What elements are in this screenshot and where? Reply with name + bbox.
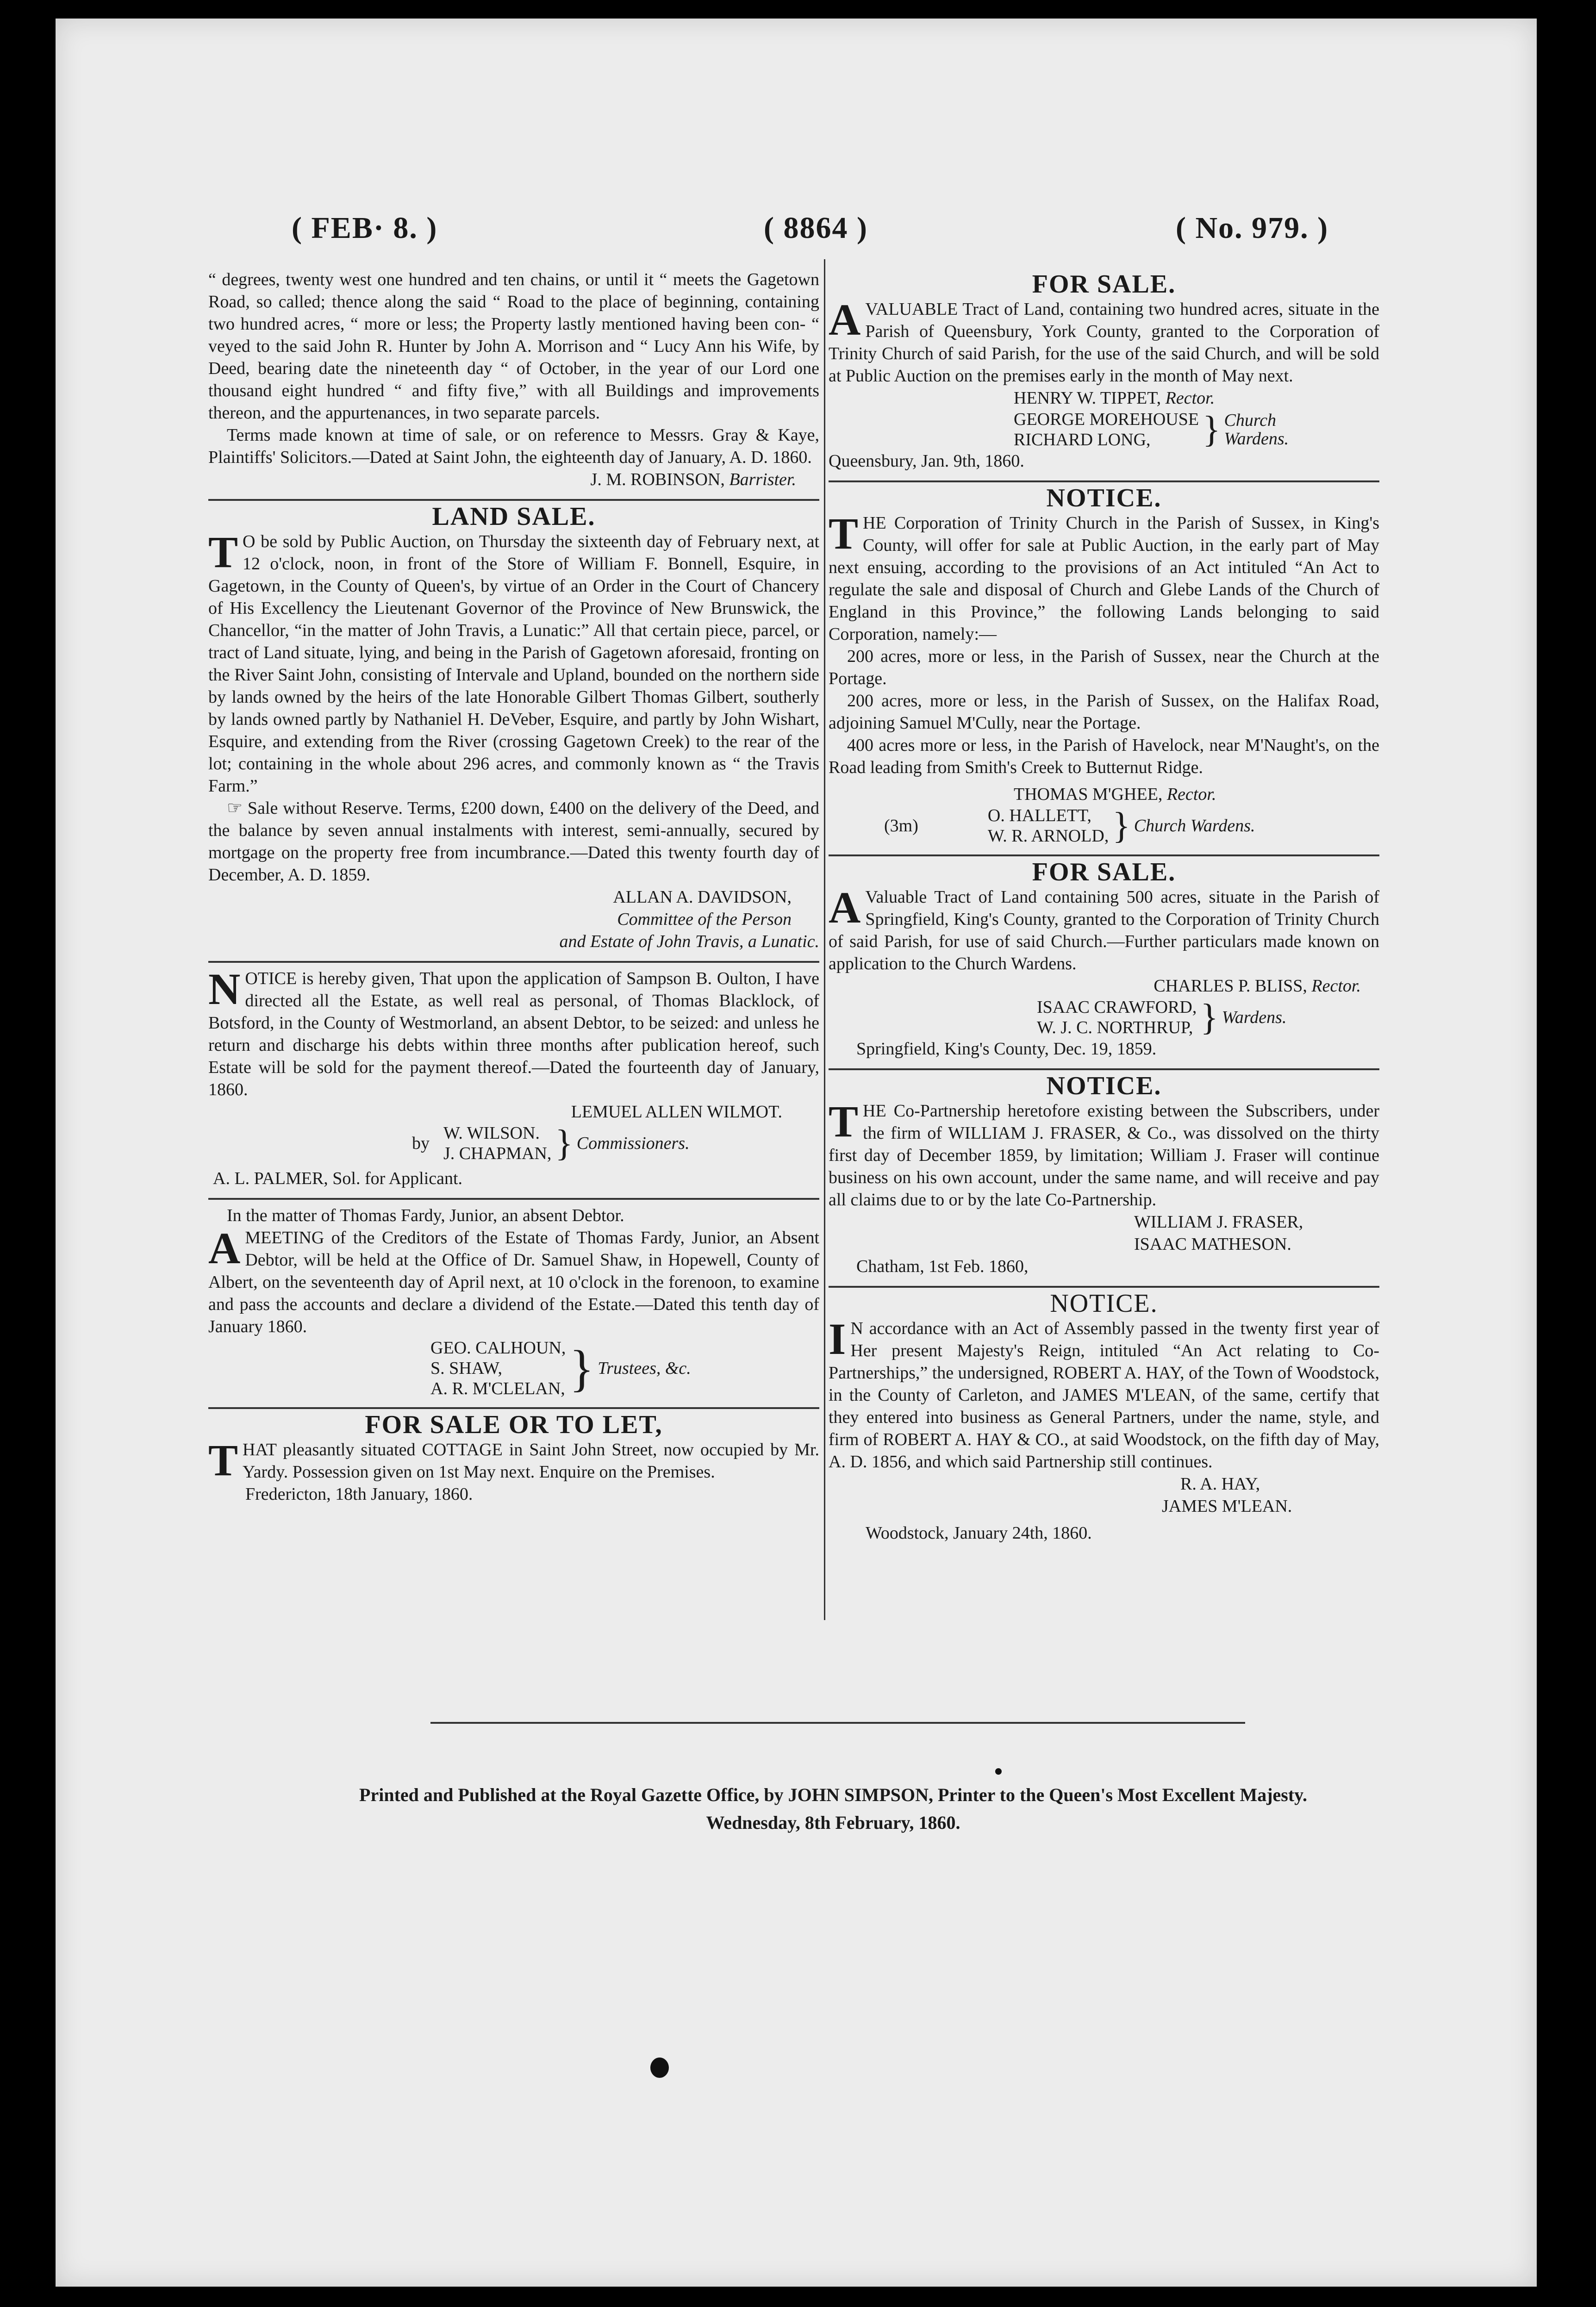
- ink-dot: [995, 1768, 1002, 1775]
- drop-cap: T: [208, 527, 238, 577]
- three-months-label: (3m): [884, 816, 918, 836]
- section-rule: [829, 1286, 1379, 1288]
- notice-blacklock-body: NOTICE is hereby given, That upon the application of Sampson B. Oulton, I have directed all the Estate, as well real as personal, of Thomas Blacklock, of Botsford, in the County of Westmorland, an absent Debtor, to be seized: and unless he return and discharge his debts within three months after publication hereof, such Estate will be sold for the payment thereof.—Dated the fourteenth day of January, 1860.: [208, 964, 819, 1099]
- fraser-notice-body: THE Co-Partnership heretofore existing between the Subscribers, under the firm of WILLIAM J. FRASER, & Co., was dissolved on the thirty first day of December 1859, by limitation; William J. Fraser will continue business on his own account, under the same name, and will receive and pay all claims due to or by the late Co-Partnership.: [829, 1097, 1379, 1210]
- chatham-date: Chatham, 1st Feb. 1860,: [856, 1257, 1029, 1276]
- header-date: ( FEB· 8. ): [292, 211, 438, 245]
- footer-date: Wednesday, 8th February, 1860.: [706, 1812, 960, 1833]
- trustee-mcclelan: A. R. M'CLELAN,: [430, 1379, 565, 1398]
- land-sale-role-2: and Estate of John Travis, a Lunatic.: [559, 932, 819, 951]
- footer-imprint: Printed and Published at the Royal Gazette Office, by JOHN SIMPSON, Printer to the Queen's Most Excellent Majesty.: [359, 1784, 1307, 1805]
- section-rule: [208, 1198, 819, 1200]
- drop-cap: T: [829, 1097, 859, 1146]
- for-sale-body: AVALUABLE Tract of Land, containing two hundred acres, situate in the Parish of Queensbury, York County, granted to the Corporation of Trinity Church of said Parish, for the use of the said Church, and will be sold at Public Auction on the premises early in the month of May next.: [829, 295, 1379, 386]
- warden-crawford: ISAAC CRAWFORD,: [1037, 998, 1197, 1017]
- brace-icon: }: [1203, 409, 1221, 450]
- bliss-signature: CHARLES P. BLISS, Rector.: [1153, 976, 1361, 996]
- queensbury-date: Queensbury, Jan. 9th, 1860.: [829, 451, 1024, 471]
- commissioner-wilson: W. WILSON.: [443, 1123, 540, 1143]
- for-sale-title: FOR SALE.: [1032, 270, 1176, 299]
- warden-hallett: O. HALLETT,: [987, 806, 1091, 825]
- mclean-signature: JAMES M'LEAN.: [1162, 1496, 1292, 1516]
- church-wardens-role: Church Wardens.: [1134, 816, 1255, 836]
- trustees-role: Trustees, &c.: [598, 1359, 691, 1378]
- springfield-wardens: [829, 997, 1379, 1038]
- by-label: by: [412, 1134, 430, 1153]
- sussex-notice-body: THE Corporation of Trinity Church in the Parish of Sussex, in King's County, will offer for sale at Public Auction, in the early part of May next ensuing, according to the provisions of an Act intituled “An Act to regulate the sale and disposal of Church and Glebe Lands of the Church of England in this Province,” the following Lands belonging to said Corporation, namely:—: [829, 509, 1379, 644]
- commissioner-chapman: J. CHAPMAN,: [443, 1144, 552, 1163]
- brace-icon: }: [1112, 805, 1130, 846]
- land-sale-title: LAND SALE.: [432, 502, 596, 531]
- springfield-sale-body: A Valuable Tract of Land containing 500 acres, situate in the Parish of Springfield, King's County, granted to the Corporation of Trinity Church of said Parish, for use of said Church.—Further particulars made known on application to the Church Wardens.: [829, 883, 1379, 973]
- drop-cap: T: [208, 1435, 238, 1485]
- barrister-title: Barrister.: [729, 470, 796, 489]
- trustees-block: [208, 1338, 819, 1399]
- barrister-signature: [208, 468, 819, 491]
- cottage-body: THAT pleasantly situated COTTAGE in Saint John Street, now occupied by Mr. Yardy. Possession given on 1st May next. Enquire on the Premises.: [208, 1435, 819, 1485]
- section-rule: [829, 854, 1379, 856]
- terms-text: Terms made known at time of sale, or on reference to Messrs. Gray & Kaye, Plaintiffs' Solicitors.—Dated at Saint John, the eighteenth day of January, A. D. 1860.: [208, 425, 819, 467]
- brace-icon: }: [569, 1340, 594, 1397]
- fardy-heading: In the matter of Thomas Fardy, Junior, an absent Debtor.: [227, 1206, 624, 1225]
- trustee-shaw: S. SHAW,: [430, 1359, 502, 1378]
- drop-cap: A: [208, 1223, 241, 1273]
- commissioners-role: Commissioners.: [576, 1134, 690, 1153]
- hay-signature: R. A. HAY,: [1180, 1474, 1260, 1494]
- header-issue-number: ( No. 979. ): [1176, 211, 1329, 245]
- mcghee-signature: THOMAS M'GHEE, Rector.: [1014, 785, 1216, 804]
- wilmot-signature: LEMUEL ALLEN WILMOT.: [571, 1102, 782, 1122]
- drop-cap: T: [829, 509, 859, 558]
- warden-northrup: W. J. C. NORTHRUP,: [1037, 1018, 1193, 1037]
- drop-cap: A: [829, 295, 861, 344]
- drop-cap: A: [829, 883, 861, 932]
- hay-notice-body: I N accordance with an Act of Assembly passed in the twenty first year of Her present Majesty's Reign, intituled “An Act relating to Co-Partnerships,” the undersigned, ROBERT A. HAY, of the Town of Woodstock, in the County of Carleton, and JAMES M'LEAN, of the same, certify that they entered into business as General Partners, under the name, style, and firm of ROBERT A. HAY & CO., at said Woodstock, on the fifth day of May, A. D. 1856, and which said Partnership still continues.: [829, 1314, 1380, 1471]
- matheson-signature: ISAAC MATHESON.: [1134, 1235, 1291, 1254]
- wardens-role: Church Wardens.: [1224, 411, 1289, 449]
- wardens-label: Wardens.: [1222, 1008, 1287, 1027]
- land-sale-body: T O be sold by Public Auction, on Thursday the sixteenth day of February next, at 12 o'clock, noon, in front of the Store of William F. Bonnell, Esquire, in Gagetown, in the County of Queen's, by virtue of an Order in the Court of Chancery of His Excellency the Lieutenant Governor of the Province of New Brunswick, the Chancellor, “in the matter of John Travis, a Lunatic:” All that certain piece, parcel, or tract of Land situate, lying, and being in the Parish of Gagetown aforesaid, fronting on the River Saint John, consisting of Intervale and Upland, bounded on the northern side by lands owned by the heirs of the late Honorable Gilbert Thomas Gilbert, southerly by lands owned partly by Nathaniel H. DeVeber, Esquire, and partly by John Wishart, Esquire, and extending from the River (crossing Gagetown Creek) to the rear of the lot; containing in the whole about 296 acres, and commonly known as “ the Travis Farm.”: [208, 527, 819, 796]
- section-rule: [208, 961, 819, 963]
- section-rule: [829, 480, 1379, 482]
- solicitor-line: A. L. PALMER, Sol. for Applicant.: [213, 1169, 463, 1188]
- section-rule: [208, 499, 819, 501]
- springfield-date: Springfield, King's County, Dec. 19, 1859.: [856, 1039, 1157, 1059]
- land-item-1: 200 acres, more or less, in the Parish of Sussex, near the Church at the Portage.: [829, 647, 1379, 688]
- brace-icon: }: [1200, 997, 1218, 1038]
- section-rule: [829, 1068, 1379, 1070]
- warden-morehouse: GEORGE MOREHOUSE: [1014, 410, 1199, 429]
- land-sale-role: Committee of the Person: [617, 910, 792, 929]
- cottage-date: Fredericton, 18th January, 1860.: [245, 1484, 473, 1504]
- section-rule: [208, 1407, 819, 1409]
- sussex-wardens: [829, 805, 1379, 846]
- header-page-number: ( 8864 ): [764, 211, 868, 245]
- woodstock-date: Woodstock, January 24th, 1860.: [866, 1523, 1092, 1543]
- warden-arnold: W. R. ARNOLD,: [987, 826, 1109, 846]
- footer-rule: [430, 1722, 1245, 1724]
- fraser-signature: WILLIAM J. FRASER,: [1134, 1212, 1303, 1232]
- left-column: [208, 268, 819, 1505]
- ink-blot: [650, 2058, 669, 2078]
- sussex-notice-title: NOTICE.: [1046, 484, 1162, 512]
- land-item-3: 400 acres more or less, in the Parish of Havelock, near M'Naught's, on the Road leading from Smith's Creek to Butternut Ridge.: [829, 736, 1379, 777]
- barrister-name: J. M. ROBINSON,: [590, 470, 725, 489]
- continuation-text: “ degrees, twenty west one hundred and ten chains, or until it “ meets the Gagetown Road, so called; thence along the said “ Road to the place of beginning, containing two hundred acres, “ more or less; the Property lastly mentioned having been con- “ veyed to the said John R. Hunter by John A. Morrison and “ Lucy Ann his Wife, by Deed, bearing date the nineteenth day “ of October, in the year of our Lord one thousand eight hundred “ and fifty five,” with all Buildings and improvements thereon, and the appurtenances, in two separate parcels.: [208, 270, 819, 423]
- column-divider: [824, 259, 825, 1620]
- tippet-signature: HENRY W. TIPPET, Rector.: [1014, 388, 1215, 408]
- cottage-title: FOR SALE OR TO LET,: [365, 1410, 663, 1439]
- hay-notice-title: NOTICE.: [1050, 1289, 1158, 1318]
- land-sale-signature: ALLAN A. DAVIDSON,: [613, 887, 792, 907]
- fraser-notice-title: NOTICE.: [1046, 1072, 1162, 1100]
- drop-cap: N: [208, 964, 241, 1014]
- fardy-body: AMEETING of the Creditors of the Estate of Thomas Fardy, Junior, an Absent Debtor, will be held at the Office of Dr. Samuel Shaw, in Hopewell, County of Albert, on the seventeenth day of April next, at 10 o'clock in the forenoon, to examine and pass the accounts and declare a dividend of the Estate.—Dated this tenth day of January 1860.: [208, 1223, 819, 1336]
- warden-long: RICHARD LONG,: [1014, 430, 1151, 449]
- brace-icon: }: [555, 1123, 573, 1164]
- commissioners-block: [208, 1123, 819, 1164]
- trustee-calhoun: GEO. CALHOUN,: [430, 1338, 566, 1358]
- land-item-2: 200 acres, more or less, in the Parish of Sussex, on the Halifax Road, adjoining Samuel M'Cully, near the Portage.: [829, 691, 1379, 733]
- right-column: [829, 268, 1379, 1544]
- drop-cap: I: [829, 1314, 846, 1364]
- land-sale-terms: ☞ Sale without Reserve. Terms, £200 down, £400 on the delivery of the Deed, and the balance by seven annual instalments with interest, semi-annually, secured by mortgage on the property free from incumbrance.—Dated this twenty fourth day of December, A. D. 1859.: [208, 798, 819, 885]
- springfield-sale-title: FOR SALE.: [1032, 858, 1176, 886]
- queensbury-wardens: [829, 409, 1379, 450]
